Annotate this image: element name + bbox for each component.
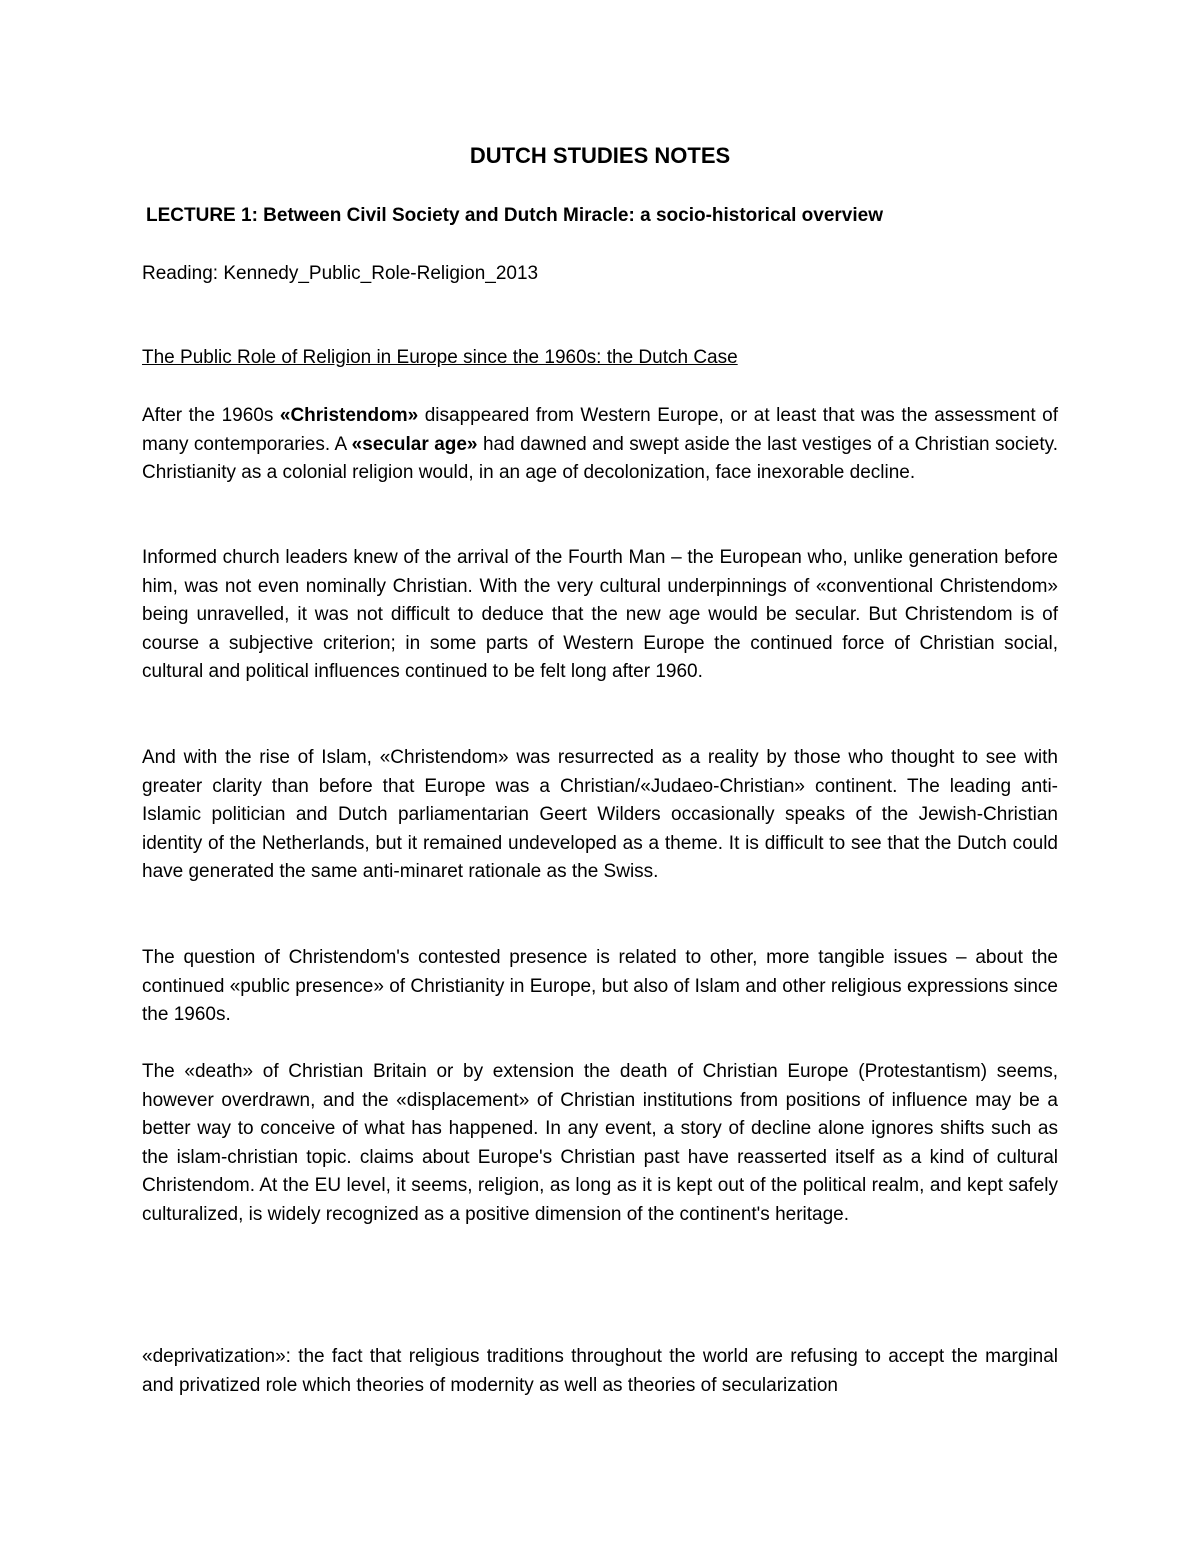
paragraph-1-text-a: After the 1960s	[142, 405, 280, 426]
section-heading: The Public Role of Religion in Europe since the 1960s: the Dutch Case	[142, 347, 738, 368]
paragraph-6: «deprivatization»: the fact that religious traditions throughout the world are refusing to accept the marginal and privatized role which theories of modernity as well as theories of secularization	[142, 1346, 1058, 1396]
paragraph-1-term-secular-age: «secular age»	[351, 433, 478, 455]
paragraph-1-text-c: disappeared from Western Europe, or at least that was the assessment of many contemporaries. A	[142, 405, 1058, 455]
paragraph-1	[142, 402, 1058, 488]
document-title: DUTCH STUDIES NOTES	[469, 143, 731, 168]
paragraph-5: The «death» of Christian Britain or by extension the death of Christian Europe (Protestantism) seems, however overdrawn, and the «displacement» of Christian institutions from positions of influence may be a better way to conceive of what has happened. In any event, a story of decline alone ignores shifts such as the islam-christian topic. claims about Europe's Christian past have reasserted itself as a kind of cultural Christendom. At the EU level, it seems, religion, as long as it is kept out of the political realm, and kept safely culturalized, is widely recognized as a positive dimension of the continent's heritage.	[142, 1061, 1058, 1225]
paragraph-1-text-e: had dawned and swept aside the last vestiges of a Christian society. Christianity as a colonial religion would, in an age of decolonization, face inexorable decline.	[142, 433, 1058, 484]
paragraph-4: The question of Christendom's contested presence is related to other, more tangible issues – about the continued «public presence» of Christianity in Europe, but also of Islam and other religious expressions since the 1960s.	[142, 947, 1058, 1026]
reading-reference: Reading: Kennedy_Public_Role-Religion_2013	[142, 263, 539, 284]
paragraph-3: And with the rise of Islam, «Christendom» was resurrected as a reality by those who thought to see with greater clarity than before that Europe was a Christian/«Judaeo-Christian» continent. The leading anti-Islamic politician and Dutch parliamentarian Geert Wilders occasionally speaks of the Jewish-Christian identity of the Netherlands, but it remained undeveloped as a theme. It is difficult to see that the Dutch could have generated the same anti-minaret rationale as the Swiss.	[142, 747, 1058, 883]
lecture-heading: LECTURE 1: Between Civil Society and Dutch Miracle: a socio-historical overview	[146, 205, 883, 226]
paragraph-2: Informed church leaders knew of the arrival of the Fourth Man – the European who, unlike generation before him, was not even nominally Christian. With the very cultural underpinnings of «conventional Christendom» being unravelled, it was not difficult to deduce that the new age would be secular. But Christendom is of course a subjective criterion; in some parts of Western Europe the continued force of Christian social, cultural and political influences continued to be felt long after 1960.	[142, 547, 1058, 683]
paragraph-1-term-christendom: «Christendom»	[279, 405, 419, 426]
